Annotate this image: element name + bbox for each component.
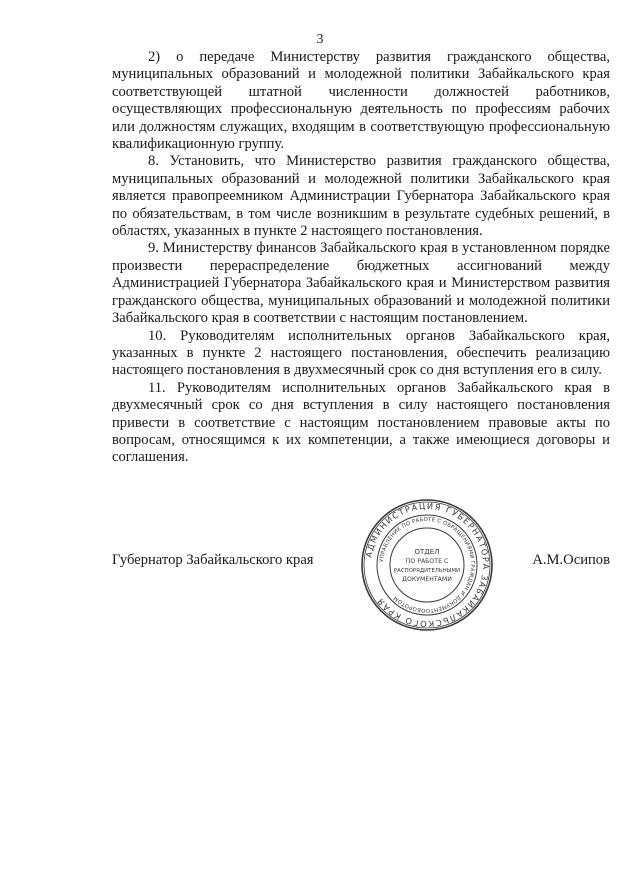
paragraph-item-11: 11. Руководителям исполнительных органов Забайкальского края в двухмесячный срок со дня вступления в силу настоящего постановления привести в соответствие с настоящим постановлением правовые акты по вопросам, относящимся к их компетенции, а также имеющиеся договоры и соглашения.	[112, 379, 610, 466]
page-number: 3	[316, 32, 324, 47]
stamp-center-line-4: ДОКУМЕНТАМИ	[402, 576, 452, 583]
paragraph-item-8: 8. Установить, что Министерство развития гражданского общества, муниципальных образований и молодежной политики Забайкальского края является правопреемником Администрации Губернатора Забайкальского края по обязательствам, в том числе возникшим в результате судебных решений, в областях, указанных в пункте 2 настоящего постановления.	[112, 153, 610, 240]
stamp-center-line-3: РАСПОРЯДИТЕЛЬНЫМИ	[393, 568, 461, 574]
official-stamp	[360, 498, 494, 632]
paragraph-item-2: 2) о передаче Министерству развития гражданского общества, муниципальных образований и молодежной политики Забайкальского края соответствующей штатной численности должностей работников, осуществляющих профессиональную деятельность по профессиям рабочих или должностям служащих, входящим в соответствующую профессиональную квалификационную группу.	[112, 49, 610, 153]
document-body	[112, 49, 610, 467]
stamp-inner-text: УПРАВЛЕНИЕ ПО РАБОТЕ С ОБРАЩЕНИЯМИ ГРАЖДАН И ДОКУМЕНТООБОРОТОМ	[379, 516, 476, 614]
stamp-center-line-1: ОТДЕЛ	[414, 548, 440, 556]
paragraph-item-9: 9. Министерству финансов Забайкальского края в установленном порядке произвести перераспределение бюджетных ассигнований между Администрацией Губернатора Забайкальского края и Министерством развития гражданского общества, муниципальных образований и молодежной политики Забайкальского края в соответствии с настоящим постановлением.	[112, 240, 610, 327]
paragraph-item-10: 10. Руководителям исполнительных органов Забайкальского края, указанных в пункте 2 настоящего постановления, обеспечить реализацию настоящего постановления в двухмесячный срок со дня вступления его в силу.	[112, 327, 610, 379]
stamp-seal-icon	[360, 498, 494, 632]
signatory-name: А.М.Осипов	[532, 552, 610, 568]
stamp-outer-text: АДМИНИСТРАЦИЯ ГУБЕРНАТОРА ЗАБАЙКАЛЬСКОГО КРАЯ	[363, 500, 492, 630]
stamp-center-line-2: ПО РАБОТЕ С	[405, 558, 449, 565]
signatory-title: Губернатор Забайкальского края	[112, 552, 314, 568]
